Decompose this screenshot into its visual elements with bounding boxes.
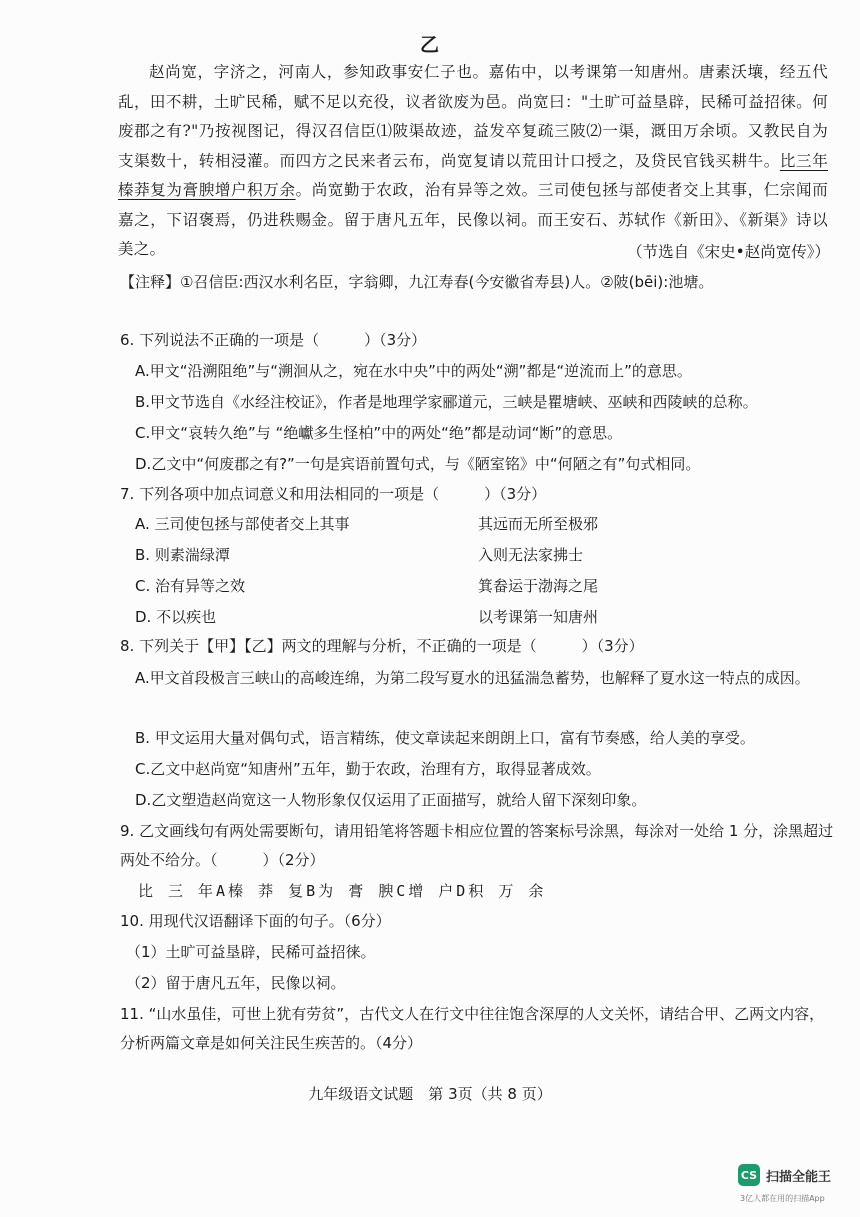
- annotation-notes: 【注释】①召信臣:西汉水利名臣，字翁卿，九江寿春(今安徽省寿县)人。②陂(bēi):池塘。: [120, 273, 714, 291]
- question-9-stem: 9. 乙文画线句有两处需要断句，请用铅笔将答题卡相应位置的答案标号涂黑，每涂对一处给 1 分，涂黑超过两处不给分。（ ）（2分）: [120, 822, 834, 869]
- question-6-option-c: C.甲文“哀转久绝”与 “绝巘多生怪柏”中的两处“绝”都是动词“断”的意思。: [135, 424, 623, 442]
- question-6-option-b: B.甲文节选自《水经注校证》，作者是地理学家郦道元，三峡是瞿塘峡、巫峡和西陵峡的总称。: [135, 393, 758, 411]
- question-11-stem: 11. “山水虽佳，可世上犹有劳贫”，古代文人在行文中往往饱含深厚的人文关怀，请结合甲、乙两文内容，分析两篇文章是如何关注民生疾苦的。（4分）: [120, 1005, 825, 1052]
- question-6-option-a: A.甲文“沿溯阻绝”与“溯洄从之，宛在水中央”中的两处“溯”都是“逆流而上”的意思。: [135, 362, 692, 380]
- underlined-sentence: 比三年榛莽复为膏腴增户积万余: [118, 151, 828, 199]
- question-8-option-b: B. 甲文运用大量对偶句式，语言精练，使文章读起来朗朗上口，富有节奏感，给人美的享受。: [135, 729, 755, 747]
- question-6-option-d: D.乙文中“何废郡之有?”一句是宾语前置句式，与《陋室铭》中“何陋之有”句式相同。: [135, 455, 701, 473]
- camscanner-logo-icon: CS: [738, 1164, 760, 1186]
- classical-passage: [118, 58, 828, 265]
- question-7-row-b-right: 入则无法家拂士: [478, 546, 584, 564]
- question-6-stem: 6. 下列说法不正确的一项是（ ）（3分）: [120, 331, 427, 349]
- question-8-option-c: C.乙文中赵尚宽“知唐州”五年，勤于农政，治理有方，取得显著成效。: [135, 760, 601, 778]
- camscanner-tagline: 3亿人都在用的扫描App: [740, 1194, 825, 1203]
- page-footer: 九年级语文试题 第 3页（共 8 页）: [308, 1085, 552, 1103]
- section-title: 乙: [419, 34, 440, 56]
- question-7-row-d-right: 以考课第一知唐州: [478, 608, 599, 626]
- question-7-row-a-right: 其远而无所至极邪: [478, 515, 599, 533]
- question-10-sentence-1: （1）土旷可益垦辟，民稀可益招徕。: [126, 943, 376, 961]
- passage-text-part1: 赵尚宽，字济之，河南人，参知政事安仁子也。嘉佑中，以考课第一知唐州。唐素沃壤，经五代乱，田不耕，土旷民稀，赋不足以充役，议者欲废为邑。尚宽曰："土旷可益垦辟，民稀可益招徕。何废郡之有?"乃按视图记，得汉召信臣⑴陂渠故迹，益发卒复疏三陂⑵一渠，溉田万余顷。又教民自为支渠数十，转相浸灌。而四方之民来者云布，尚宽复请以荒田计口授之，及贷民官钱买耕牛。: [118, 63, 828, 170]
- question-8-option-d: D.乙文塑造赵尚宽这一人物形象仅仅运用了正面描写，就给人留下深刻印象。: [135, 791, 647, 809]
- passage-text-part2: 。尚宽勤于农政，治有异等之效。三司使包拯与部使者交上其事，仁宗闻而嘉之，下诏褒焉，仍进秩赐金。留于唐凡五年，民像以祠。而王安石、苏轼作《新田》、《新渠》诗以美之。: [118, 181, 828, 258]
- question-7-row-a-left: A. 三司使包拯与部使者交上其事: [135, 515, 350, 533]
- question-9-sentence-line: 比 三 年A榛 莽 复B为 膏 腴C增 户D积 万 余: [138, 882, 547, 900]
- question-7-row-c-right: 箕畚运于渤海之尾: [478, 577, 599, 595]
- passage-source: （节选自《宋史•赵尚宽传》）: [627, 243, 830, 261]
- question-7-row-b-left: B. 则素湍绿潭: [135, 546, 230, 564]
- camscanner-badge: [738, 1164, 831, 1186]
- question-10-stem: 10. 用现代汉语翻译下面的句子。（6分）: [120, 912, 391, 930]
- question-8-option-a: A.甲文首段极言三峡山的高峻连绵，为第二段写夏水的迅猛湍急蓄势，也解释了夏水这一特点的成因。: [135, 669, 810, 687]
- camscanner-name: 扫描全能王: [766, 1169, 832, 1185]
- question-7-row-c-left: C. 治有异等之效: [135, 577, 246, 595]
- question-7-stem: 7. 下列各项中加点词意义和用法相同的一项是（ ）（3分）: [120, 485, 547, 503]
- question-8-stem: 8. 下列关于【甲】【乙】两文的理解与分析，不正确的一项是（ ）（3分）: [120, 637, 644, 655]
- question-10-sentence-2: （2）留于唐凡五年，民像以祠。: [126, 974, 346, 992]
- question-7-row-d-left: D. 不以疾也: [135, 608, 217, 626]
